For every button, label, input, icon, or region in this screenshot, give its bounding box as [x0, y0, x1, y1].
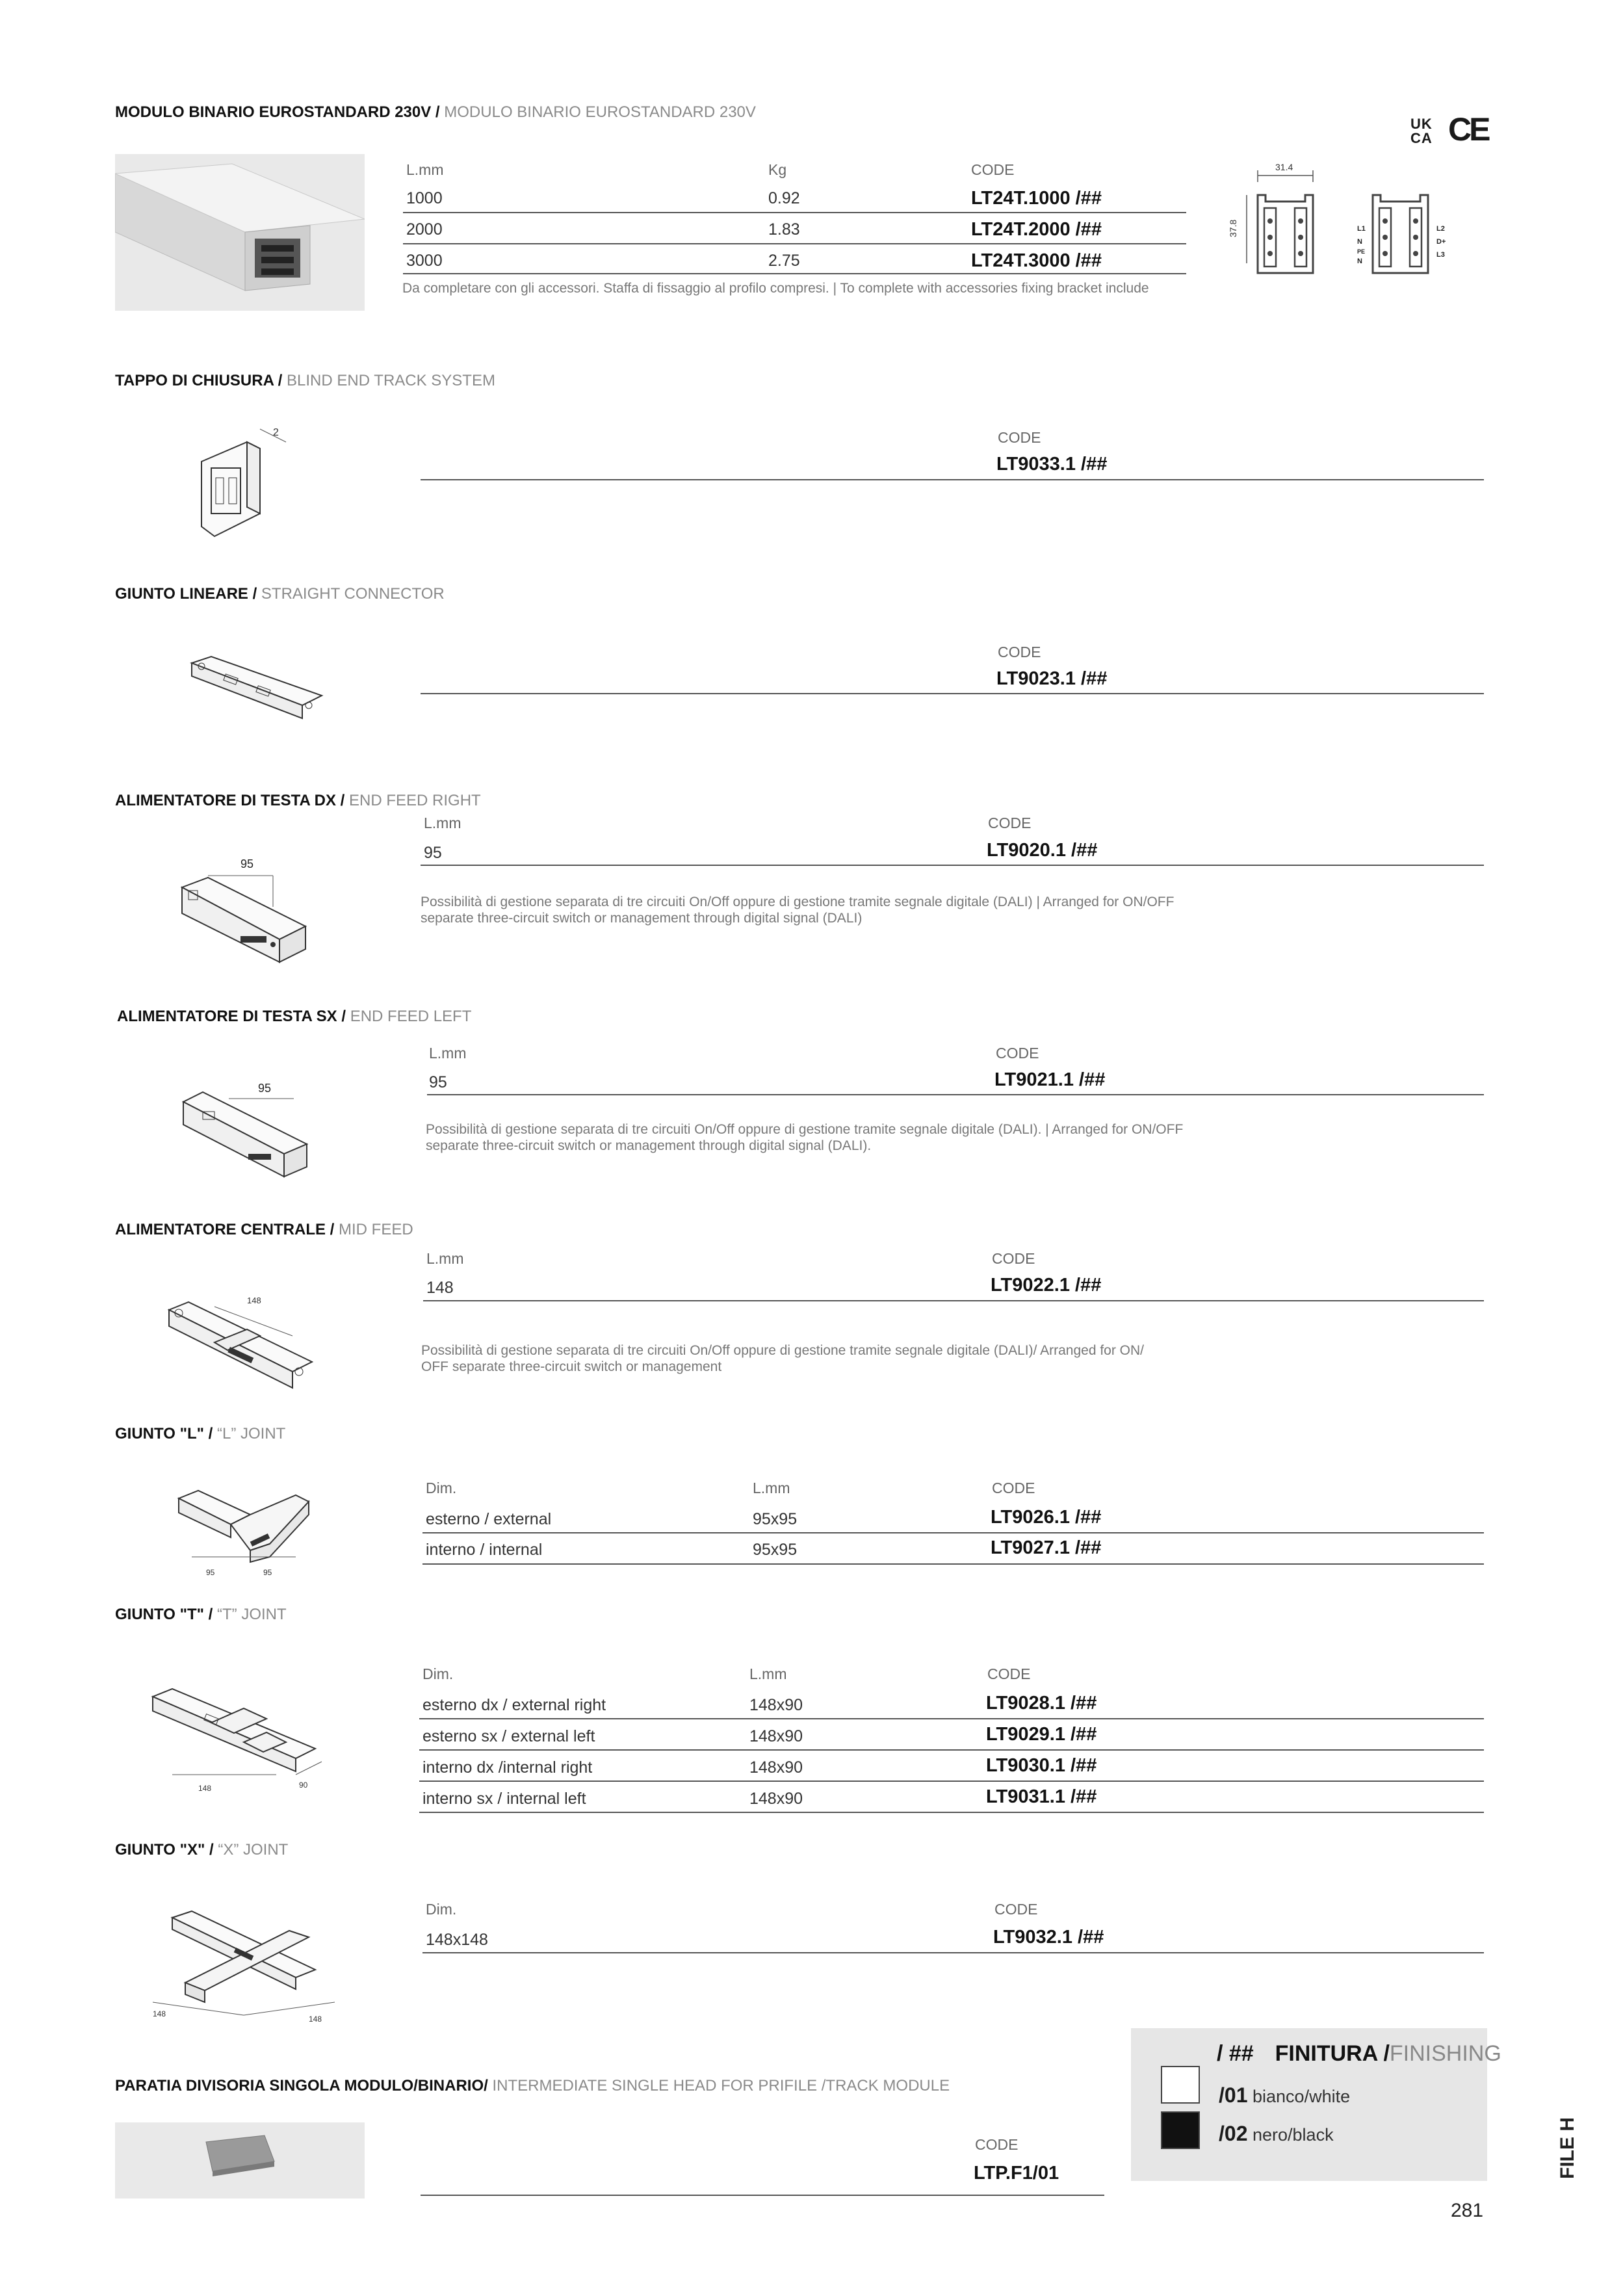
- swatch-black: [1161, 2111, 1200, 2149]
- finish-option-white: /01 bianco/white: [1219, 2083, 1351, 2107]
- product-code: LT9023.1 /##: [996, 668, 1108, 689]
- section-title-x-joint: GIUNTO "X" / “X” JOINT: [115, 1841, 289, 1859]
- end-feed-left-code-label: CODE: [996, 1045, 1039, 1062]
- end-feed-left-length-label: L.mm: [429, 1045, 467, 1062]
- l-joint-drawing: [166, 1479, 315, 1583]
- section-title-head-partition: PARATIA DIVISORIA SINGOLA MODULO/BINARIO/ INTERMEDIATE SINGLE HEAD FOR PRIFILE /TRACK MODULE: [115, 2077, 950, 2094]
- svg-text:148: 148: [247, 1296, 261, 1305]
- finishing-box: [1131, 2028, 1501, 2181]
- mid-feed-length: 148: [426, 1279, 454, 1297]
- l-joint-header-length: L.mm: [753, 1480, 790, 1496]
- product-code: LT9029.1 /##: [986, 1724, 1097, 1745]
- svg-text:37.8: 37.8: [1228, 219, 1238, 237]
- l-joint-header-code: CODE: [992, 1480, 1035, 1496]
- end-feed-right-drawing: [175, 848, 318, 969]
- x-joint-drawing: [146, 1905, 341, 2028]
- l-joint-header-dim: Dim.: [426, 1480, 457, 1496]
- svg-text:2: 2: [273, 427, 279, 438]
- mid-feed-length-label: L.mm: [426, 1250, 464, 1267]
- blind-end-code-label: CODE: [998, 429, 1041, 446]
- ukca-mark: UK CA: [1410, 116, 1433, 146]
- end-feed-right-code-label: CODE: [988, 815, 1032, 831]
- product-code: LT24T.1000 /##: [971, 188, 1102, 209]
- mid-feed-drawing: [162, 1290, 318, 1394]
- t-joint-header-length: L.mm: [749, 1665, 787, 1682]
- section-title-mid-feed: ALIMENTATORE CENTRALE / MID FEED: [115, 1221, 413, 1238]
- track-header-weight: Kg: [768, 161, 787, 178]
- track-header-code: CODE: [971, 161, 1015, 178]
- end-feed-right-length: 95: [424, 844, 442, 862]
- product-code: LT9028.1 /##: [986, 1693, 1097, 1714]
- finish-option-black: /02 nero/black: [1219, 2122, 1334, 2145]
- head-partition-code-label: CODE: [975, 2136, 1019, 2153]
- mid-feed-note: Possibilità di gestione separata di tre circuiti On/Off oppure di gestione tramite segnale digitale (DALI)/ Arranged for ON/ OFF separate three-circuit switch or management: [421, 1343, 1145, 1374]
- product-code: LT9021.1 /##: [994, 1069, 1106, 1090]
- section-title-track-module: MODULO BINARIO EUROSTANDARD 230V / MODULO BINARIO EUROSTANDARD 230V: [115, 103, 756, 121]
- svg-text:148: 148: [153, 2009, 166, 2018]
- t-joint-drawing: [146, 1677, 328, 1801]
- product-code: LT9032.1 /##: [993, 1927, 1104, 1948]
- track-header-length: L.mm: [406, 161, 444, 178]
- end-feed-left-note: Possibilità di gestione separata di tre circuiti On/Off oppure di gestione tramite segnale digitale (DALI). | Arranged for ON/OFF separate three-circuit switch or management through digital signal (DALI).: [426, 1122, 1184, 1153]
- x-joint-code-label: CODE: [994, 1901, 1038, 1918]
- svg-text:N: N: [1357, 238, 1362, 246]
- track-module-note: Da completare con gli accessori. Staffa di fissaggio al profilo compresi. | To complete with accessories fixing bracket include: [402, 281, 1149, 296]
- finishing-title: / ## FINITURA /FINISHING: [1217, 2041, 1501, 2066]
- svg-text:31.4: 31.4: [1275, 162, 1293, 172]
- blind-end-drawing: [182, 416, 292, 546]
- svg-text:95: 95: [240, 857, 254, 870]
- end-feed-left-drawing: [177, 1073, 313, 1183]
- section-title-end-feed-left: ALIMENTATORE DI TESTA SX / END FEED LEFT: [117, 1008, 472, 1025]
- track-module-photo: [115, 154, 365, 311]
- svg-text:148: 148: [198, 1784, 212, 1793]
- svg-text:95: 95: [258, 1082, 272, 1095]
- t-joint-header-dim: Dim.: [422, 1665, 454, 1682]
- svg-text:95: 95: [206, 1568, 215, 1577]
- side-label: FILE H: [1557, 2117, 1578, 2179]
- track-cross-section-drawing: [1222, 156, 1475, 299]
- svg-text:L2: L2: [1436, 225, 1445, 233]
- head-partition-photo: [115, 2122, 365, 2198]
- ce-mark: CE: [1448, 111, 1488, 148]
- product-code: LTP.F1/01: [974, 2163, 1059, 2184]
- x-joint-dim: 148x148: [426, 1931, 488, 1949]
- svg-text:PE: PE: [1357, 248, 1366, 255]
- svg-text:N: N: [1357, 257, 1362, 265]
- product-code: LT24T.2000 /##: [971, 219, 1102, 240]
- svg-text:148: 148: [309, 2015, 322, 2024]
- svg-text:D+: D+: [1436, 238, 1446, 246]
- svg-text:90: 90: [299, 1781, 308, 1790]
- product-code: LT9031.1 /##: [986, 1786, 1097, 1807]
- product-code: LT9030.1 /##: [986, 1755, 1097, 1776]
- product-code: LT24T.3000 /##: [971, 250, 1102, 271]
- page-number: 281: [1451, 2200, 1484, 2221]
- product-code: LT9022.1 /##: [991, 1275, 1102, 1296]
- x-joint-dim-label: Dim.: [426, 1901, 457, 1918]
- svg-text:L3: L3: [1436, 251, 1445, 259]
- section-title-blind-end: TAPPO DI CHIUSURA / BLIND END TRACK SYSTEM: [115, 372, 495, 389]
- straight-connector-code-label: CODE: [998, 644, 1041, 660]
- svg-text:L1: L1: [1357, 225, 1366, 233]
- straight-connector-drawing: [185, 650, 328, 722]
- end-feed-right-length-label: L.mm: [424, 815, 461, 831]
- product-code: LT9026.1 /##: [991, 1507, 1102, 1528]
- product-code: LT9027.1 /##: [991, 1537, 1102, 1558]
- section-title-end-feed-right: ALIMENTATORE DI TESTA DX / END FEED RIGHT: [115, 792, 481, 809]
- t-joint-header-code: CODE: [987, 1665, 1031, 1682]
- swatch-white: [1161, 2066, 1200, 2104]
- product-code: LT9033.1 /##: [996, 454, 1108, 475]
- svg-text:95: 95: [263, 1568, 272, 1577]
- section-title-l-joint: GIUNTO "L" / “L” JOINT: [115, 1425, 286, 1442]
- section-title-straight-connector: GIUNTO LINEARE / STRAIGHT CONNECTOR: [115, 585, 445, 603]
- mid-feed-code-label: CODE: [992, 1250, 1035, 1267]
- section-title-t-joint: GIUNTO "T" / “T” JOINT: [115, 1606, 287, 1623]
- product-code: LT9020.1 /##: [987, 840, 1098, 861]
- end-feed-left-length: 95: [429, 1073, 447, 1091]
- end-feed-right-note: Possibilità di gestione separata di tre circuiti On/Off oppure di gestione tramite segnale digitale (DALI) | Arranged for ON/OFF separate three-circuit switch or management through digital signal (DALI): [421, 894, 1175, 926]
